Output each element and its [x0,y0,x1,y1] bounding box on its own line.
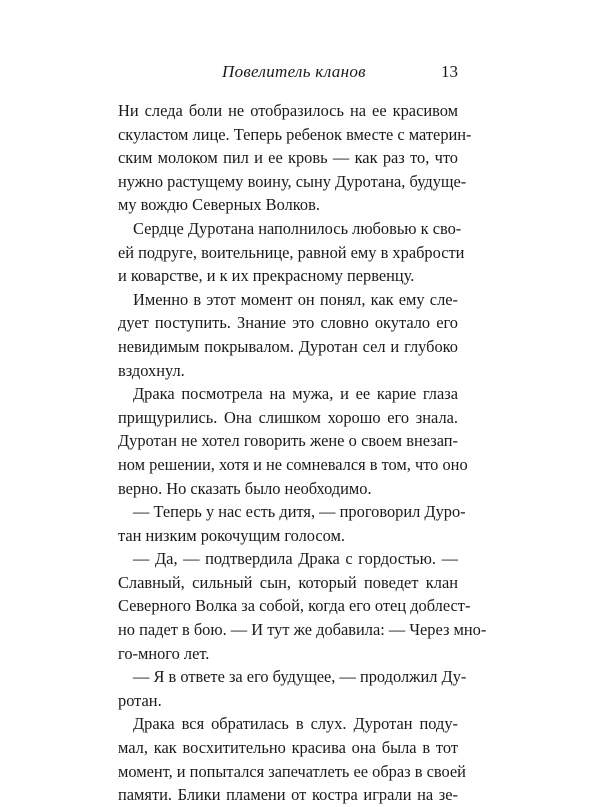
text-line: невидимым покрывалом. Дуротан сел и глубоко [118,336,458,356]
text-line: скуластом лице. Теперь ребенок вместе с материн- [118,124,472,144]
text-line: ским молоком пил и ее кровь — как раз то, что [118,148,458,168]
text-line: мал, как восхитительно красива она была в тот [118,738,458,758]
text-line: прищурились. Она слишком хорошо его знала. [118,407,458,427]
text-line: Драка посмотрела на мужа, и ее карие глаза [133,384,458,404]
text-line: момент, и попытался запечатлеть ее образ в своей [118,761,466,781]
text-line: — Да, — подтвердила Драка с гордостью. — [133,549,458,569]
text-line: Драка вся обратилась в слух. Дуротан поду- [133,714,458,734]
text-line: Славный, сильный сын, который поведет клан [118,572,458,592]
text-line: вздохнул. [118,360,185,380]
text-line: Именно в этот момент он понял, как ему сле- [133,289,458,309]
text-line: и коварстве, и к их прекрасному первенцу. [118,266,415,286]
text-line: дует поступить. Знание это словно окутало его [118,313,458,333]
text-line: го-много лет. [118,643,210,663]
text-line: тан низким рокочущим голосом. [118,525,346,545]
body-text [118,99,487,807]
text-line: памяти. Блики пламени от костра играли на зе- [118,785,458,805]
text-line: верно. Но сказать было необходимо. [118,478,372,498]
text-line: — Теперь у нас есть дитя, — проговорил Дуро- [133,502,466,522]
book-title: Повелитель кланов [222,62,366,81]
text-line: ей подруге, воительнице, равной ему в храбрости [118,242,465,262]
running-head [118,62,458,86]
page-number: 13 [441,62,458,81]
text-line: ном решении, хотя и не сомневался в том, что оно [118,454,468,474]
text-line: Северного Волка за собой, когда его отец доблест- [118,596,471,616]
text-line: Ни следа боли не отобразилось на ее красивом [118,101,458,120]
text-line: Дуротан не хотел говорить жене о своем внезап- [118,431,458,451]
text-line: Сердце Дуротана наполнилось любовью к сво- [133,218,462,238]
text-line: но падет в бою. — И тут же добавила: — Через мно- [118,620,487,640]
text-line: — Я в ответе за его будущее, — продолжил Ду- [133,667,467,687]
text-line: му вождю Северных Волков. [118,195,320,215]
text-line: ротан. [118,690,162,710]
text-line: нужно растущему воину, сыну Дуротана, будуще- [118,171,467,191]
